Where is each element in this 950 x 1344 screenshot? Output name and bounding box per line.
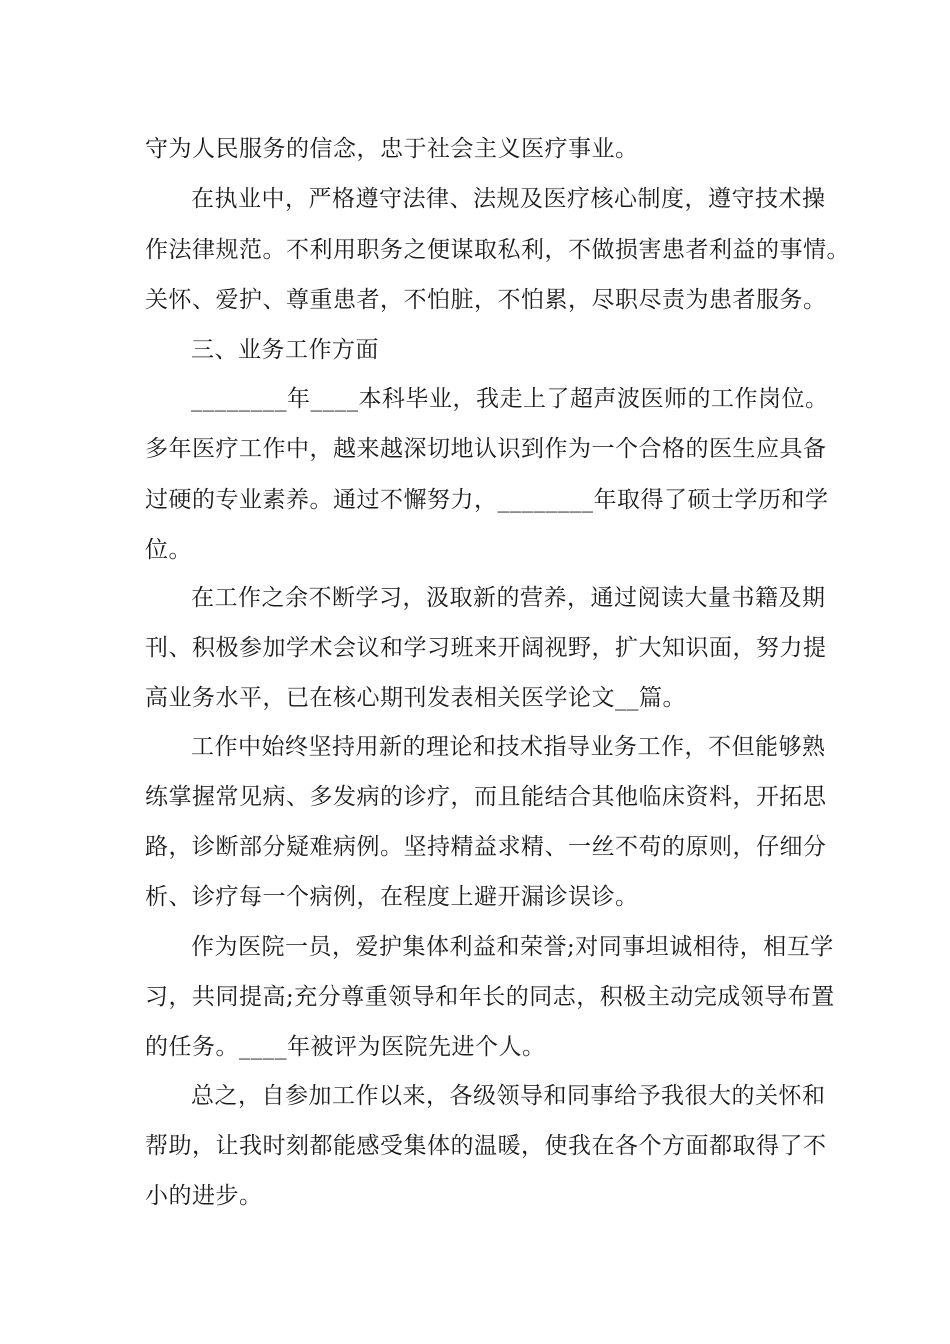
- paragraph-start-line: 总之，自参加工作以来，各级领导和同事给予我很大的关怀和: [191, 1083, 826, 1109]
- paragraph-start-line: ________年____本科毕业，我走上了超声波医师的工作岗位。: [191, 386, 829, 412]
- text-line: 帮助，让我时刻都能感受集体的温暖，使我在各个方面都取得了不: [145, 1133, 827, 1159]
- text-line: 路，诊断部分疑难病例。坚持精益求精、一丝不苟的原则，仔细分: [145, 834, 827, 860]
- text-line: 析、诊疗每一个病例，在程度上避开漏诊误诊。: [145, 884, 639, 910]
- text-line: 刊、积极参加学术会议和学习班来开阔视野，扩大知识面，努力提: [145, 635, 827, 661]
- paragraph-start-line: 工作中始终坚持用新的理论和技术指导业务工作，不但能够熟: [191, 734, 826, 760]
- text-line: 作法律规范。不利用职务之便谋取私利，不做损害患者利益的事情。: [145, 237, 850, 263]
- paragraph-start-line: 在工作之余不断学习，汲取新的营养，通过阅读大量书籍及期: [191, 585, 826, 611]
- section-heading: 三、业务工作方面: [191, 337, 379, 363]
- text-line: 练掌握常见病、多发病的诊疗，而且能结合其他临床资料，开拓思: [145, 784, 827, 810]
- text-line: 位。: [145, 537, 192, 563]
- paragraph-start-line: 在执业中，严格遵守法律、法规及医疗核心制度，遵守技术操: [191, 186, 826, 212]
- text-line: 高业务水平，已在核心期刊发表相关医学论文__篇。: [145, 685, 686, 711]
- text-line: 的任务。____年被评为医院先进个人。: [145, 1034, 546, 1060]
- text-line: 守为人民服务的信念，忠于社会主义医疗事业。: [145, 136, 639, 162]
- text-line: 过硬的专业素养。通过不懈努力，________年取得了硕士学历和学: [145, 487, 829, 513]
- paragraph-start-line: 作为医院一员，爱护集体利益和荣誉;对同事坦诚相待，相互学: [191, 934, 834, 960]
- text-line: 小的进步。: [145, 1183, 263, 1209]
- text-line: 关怀、爱护、尊重患者，不怕脏，不怕累，尽职尽责为患者服务。: [145, 287, 827, 313]
- text-line: 多年医疗工作中，越来越深切地认识到作为一个合格的医生应具备: [145, 436, 827, 462]
- text-line: 习，共同提高;充分尊重领导和年长的同志，积极主动完成领导布置: [145, 984, 835, 1010]
